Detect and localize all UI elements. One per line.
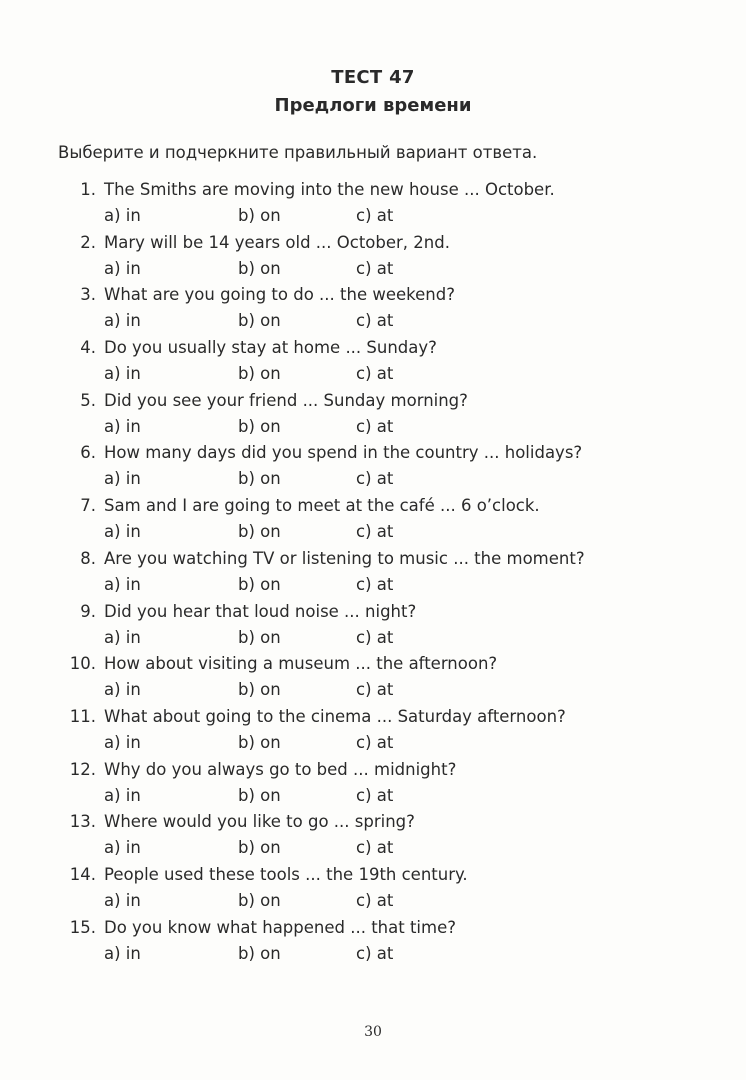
option-c[interactable]: c) at [356,469,394,489]
option-c[interactable]: c) at [356,785,394,805]
question-text: Mary will be 14 years old ... October, 2nd. [104,232,450,252]
option-a[interactable]: a) in [104,680,141,700]
option-c[interactable]: c) at [356,364,394,384]
option-c[interactable]: c) at [356,943,394,963]
question-number: 9. [80,601,96,621]
option-c[interactable]: c) at [356,574,394,594]
option-b[interactable]: b) on [238,732,281,752]
question-item [0,599,746,652]
question-text: Do you usually stay at home ... Sunday? [104,338,437,358]
question-item [0,440,746,493]
test-title: ТЕСТ 47 [331,67,415,88]
option-b[interactable]: b) on [238,469,281,489]
option-a[interactable]: a) in [104,311,141,331]
question-number: 11. [69,706,96,726]
question-text: Why do you always go to bed ... midnight? [104,759,457,779]
option-a[interactable]: a) in [104,574,141,594]
question-item [0,862,746,915]
question-item [0,388,746,441]
question-number: 6. [80,443,96,463]
option-a[interactable]: a) in [104,364,141,384]
question-text: What about going to the cinema ... Saturday afternoon? [104,706,566,726]
option-c[interactable]: c) at [356,522,394,542]
question-item [0,230,746,283]
option-b[interactable]: b) on [238,627,281,647]
question-text: How about visiting a museum ... the afternoon? [104,654,498,674]
question-number: 4. [80,338,96,358]
question-number: 10. [69,654,96,674]
question-item [0,177,746,230]
option-a[interactable]: a) in [104,258,141,278]
option-b[interactable]: b) on [238,206,281,225]
option-a[interactable]: a) in [104,627,141,647]
option-b[interactable]: b) on [238,943,281,963]
question-text: Do you know what happened ... that time? [104,917,456,937]
question-item [0,493,746,546]
option-b[interactable]: b) on [238,838,281,858]
option-b[interactable]: b) on [238,890,281,910]
instruction-text: Выберите и подчеркните правильный вариант ответа. [58,143,538,162]
question-text: Where would you like to go ... spring? [104,812,415,832]
question-item [0,651,746,704]
question-item [0,282,746,335]
option-a[interactable]: a) in [104,469,141,489]
option-a[interactable]: a) in [104,943,141,963]
option-c[interactable]: c) at [356,838,394,858]
question-item [0,335,746,388]
option-a[interactable]: a) in [104,522,141,542]
option-b[interactable]: b) on [238,522,281,542]
question-number: 13. [69,812,96,832]
question-item [0,757,746,810]
option-b[interactable]: b) on [238,311,281,331]
question-number: 7. [80,496,96,516]
question-text: The Smiths are moving into the new house ... October. [104,180,555,199]
question-number: 12. [69,759,96,779]
option-b[interactable]: b) on [238,416,281,436]
question-number: 5. [80,390,96,410]
question-text: How many days did you spend in the country ... holidays? [104,443,583,463]
option-a[interactable]: a) in [104,838,141,858]
option-c[interactable]: c) at [356,416,394,436]
option-b[interactable]: b) on [238,258,281,278]
option-b[interactable]: b) on [238,574,281,594]
option-a[interactable]: a) in [104,732,141,752]
question-list [0,177,746,967]
question-number: 3. [80,285,96,305]
question-text: Are you watching TV or listening to music ... the moment? [104,548,585,568]
option-a[interactable]: a) in [104,206,141,225]
option-c[interactable]: c) at [356,680,394,700]
option-c[interactable]: c) at [356,258,394,278]
option-c[interactable]: c) at [356,206,394,225]
option-a[interactable]: a) in [104,890,141,910]
question-text: Sam and I are going to meet at the café ... 6 o’clock. [104,496,540,516]
question-number: 15. [69,917,96,937]
option-b[interactable]: b) on [238,364,281,384]
question-item [0,546,746,599]
question-text: What are you going to do ... the weekend? [104,285,455,305]
option-c[interactable]: c) at [356,311,394,331]
option-a[interactable]: a) in [104,785,141,805]
question-number: 2. [80,232,96,252]
question-text: Did you hear that loud noise ... night? [104,601,417,621]
question-number: 1. [80,180,96,199]
question-item [0,809,746,862]
option-c[interactable]: c) at [356,732,394,752]
question-item [0,704,746,757]
question-text: Did you see your friend ... Sunday morning? [104,390,468,410]
question-item [0,915,746,968]
question-text: People used these tools ... the 19th century. [104,864,468,884]
option-a[interactable]: a) in [104,416,141,436]
option-c[interactable]: c) at [356,890,394,910]
test-subtitle: Предлоги времени [274,95,472,116]
option-c[interactable]: c) at [356,627,394,647]
page-number: 30 [364,1024,382,1040]
question-number: 14. [69,864,96,884]
question-number: 8. [80,548,96,568]
option-b[interactable]: b) on [238,680,281,700]
option-b[interactable]: b) on [238,785,281,805]
